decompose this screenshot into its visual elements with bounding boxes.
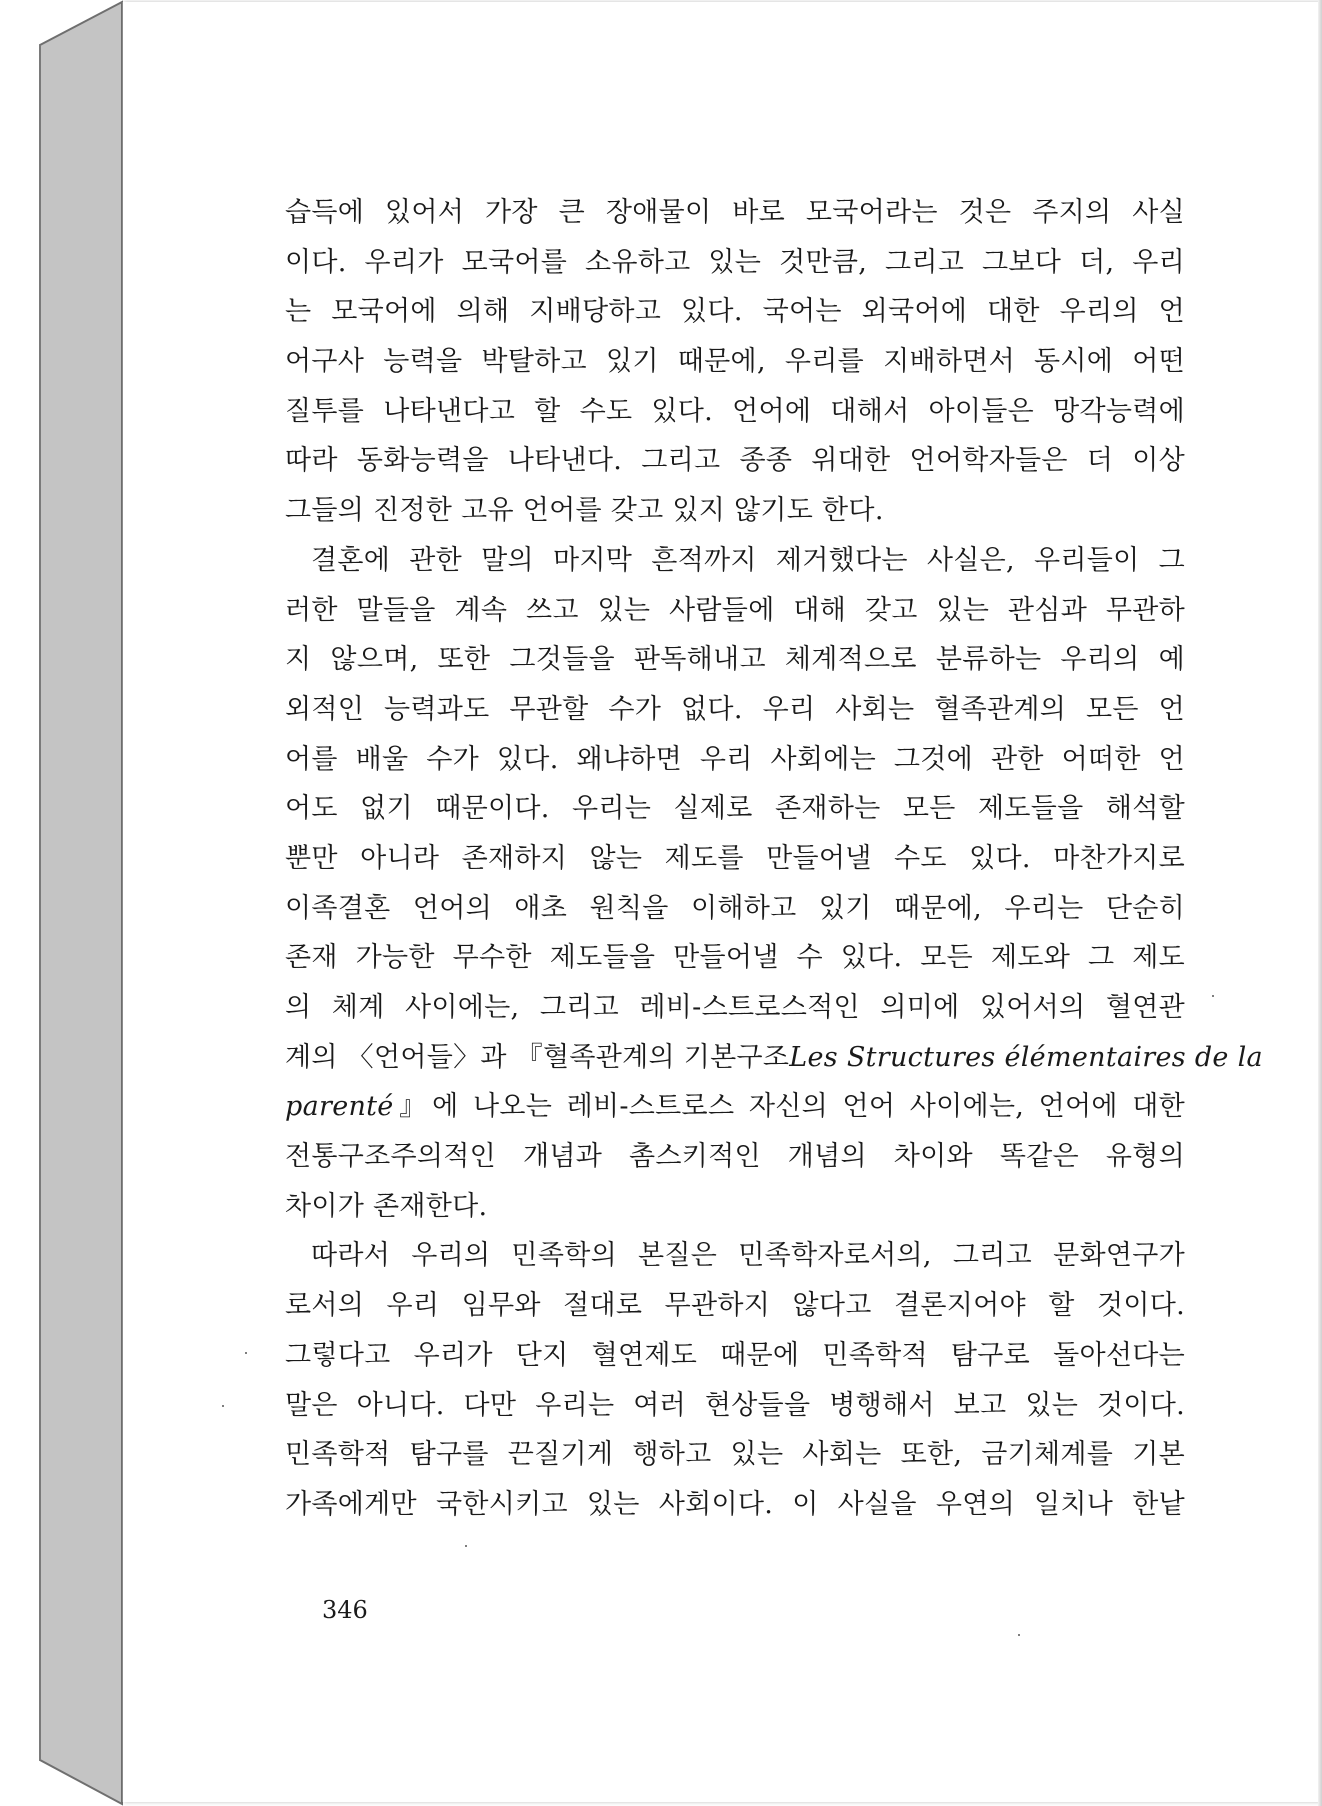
text-line: 가족에게만 국한시키고 있는 사회이다. 이 사실을 우연의 일치나 한낱 bbox=[285, 1488, 1185, 1520]
text-line: 그렇다고 우리가 단지 혈연제도 때문에 민족학적 탐구로 돌아선다는 bbox=[285, 1339, 1185, 1371]
text-line: 차이가 존재한다. bbox=[285, 1190, 488, 1222]
text-line: 말은 아니다. 다만 우리는 여러 현상들을 병행해서 보고 있는 것이다. bbox=[285, 1389, 1185, 1421]
text-line-with-title bbox=[285, 1082, 1185, 1132]
text-line: 습득에 있어서 가장 큰 장애물이 바로 모국어라는 것은 주지의 사실 bbox=[285, 197, 1185, 228]
text-line: 따라 동화능력을 나타낸다. 그리고 종종 위대한 언어학자들은 더 이상 bbox=[285, 445, 1185, 477]
text-line: 전통구조주의적인 개념과 촘스키적인 개념의 차이와 똑같은 유형의 bbox=[285, 1141, 1185, 1173]
text-line: 그들의 진정한 고유 언어를 갖고 있지 않기도 한다. bbox=[285, 495, 884, 527]
page-number: 346 bbox=[322, 1596, 368, 1624]
page-edge bbox=[1318, 0, 1322, 1806]
french-title-part: Les Structures élémentaires de la bbox=[789, 1041, 1263, 1073]
text-line: 존재 가능한 무수한 제도들을 만들어낼 수 있다. 모든 제도와 그 제도 bbox=[285, 942, 1185, 974]
text-fragment: 』에 나오는 레비-스트로스 자신의 언어 사이에는, 언어에 대한 bbox=[393, 1091, 1185, 1123]
text-line: 어를 배울 수가 있다. 왜냐하면 우리 사회에는 그것에 관한 어떠한 언 bbox=[285, 743, 1185, 775]
scan-speck bbox=[222, 1405, 224, 1407]
text-line: 는 모국어에 의해 지배당하고 있다. 국어는 외국어에 대한 우리의 언 bbox=[285, 296, 1185, 328]
book-spine bbox=[0, 0, 130, 1806]
text-line: 지 않으며, 또한 그것들을 판독해내고 체계적으로 분류하는 우리의 예 bbox=[285, 644, 1185, 676]
text-line: 로서의 우리 임무와 절대로 무관하지 않다고 결론지어야 할 것이다. bbox=[285, 1290, 1185, 1322]
text-line: 민족학적 탐구를 끈질기게 행하고 있는 사회는 또한, 금기체계를 기본 bbox=[285, 1439, 1185, 1471]
text-line: 뿐만 아니라 존재하지 않는 제도를 만들어낼 수도 있다. 마찬가지로 bbox=[285, 842, 1185, 874]
text-fragment: 계의 〈언어들〉과 『혈족관계의 기본구조 bbox=[285, 1041, 790, 1073]
body-text bbox=[285, 188, 1263, 1530]
text-line: 어도 없기 때문이다. 우리는 실제로 존재하는 모든 제도들을 해석할 bbox=[285, 793, 1185, 825]
text-line: 러한 말들을 계속 쓰고 있는 사람들에 대해 갖고 있는 관심과 무관하 bbox=[285, 594, 1185, 626]
text-line: 의 체계 사이에는, 그리고 레비-스트로스적인 의미에 있어서의 혈연관 bbox=[285, 992, 1185, 1023]
text-line: 질투를 나타낸다고 할 수도 있다. 언어에 대해서 아이들은 망각능력에 bbox=[285, 395, 1185, 427]
text-line: 외적인 능력과도 무관할 수가 없다. 우리 사회는 혈족관계의 모든 언 bbox=[285, 693, 1185, 725]
text-line: 어구사 능력을 박탈하고 있기 때문에, 우리를 지배하면서 동시에 어떤 bbox=[285, 346, 1185, 378]
paragraph-start-line: 결혼에 관한 말의 마지막 흔적까지 제거했다는 사실은, 우리들이 그 bbox=[311, 544, 1185, 576]
text-line: 이족결혼 언어의 애초 원칙을 이해하고 있기 때문에, 우리는 단순히 bbox=[285, 892, 1185, 924]
paragraph-start-line: 따라서 우리의 민족학의 본질은 민족학자로서의, 그리고 문화연구가 bbox=[311, 1240, 1185, 1272]
scan-speck bbox=[465, 1545, 467, 1547]
french-title-part: parenté bbox=[285, 1091, 394, 1123]
scan-speck bbox=[1212, 995, 1214, 997]
scan-speck bbox=[245, 1352, 247, 1354]
scan-speck bbox=[1018, 1634, 1020, 1636]
text-line-with-title bbox=[285, 1033, 1263, 1083]
text-line: 이다. 우리가 모국어를 소유하고 있는 것만큼, 그리고 그보다 더, 우리 bbox=[285, 246, 1185, 278]
